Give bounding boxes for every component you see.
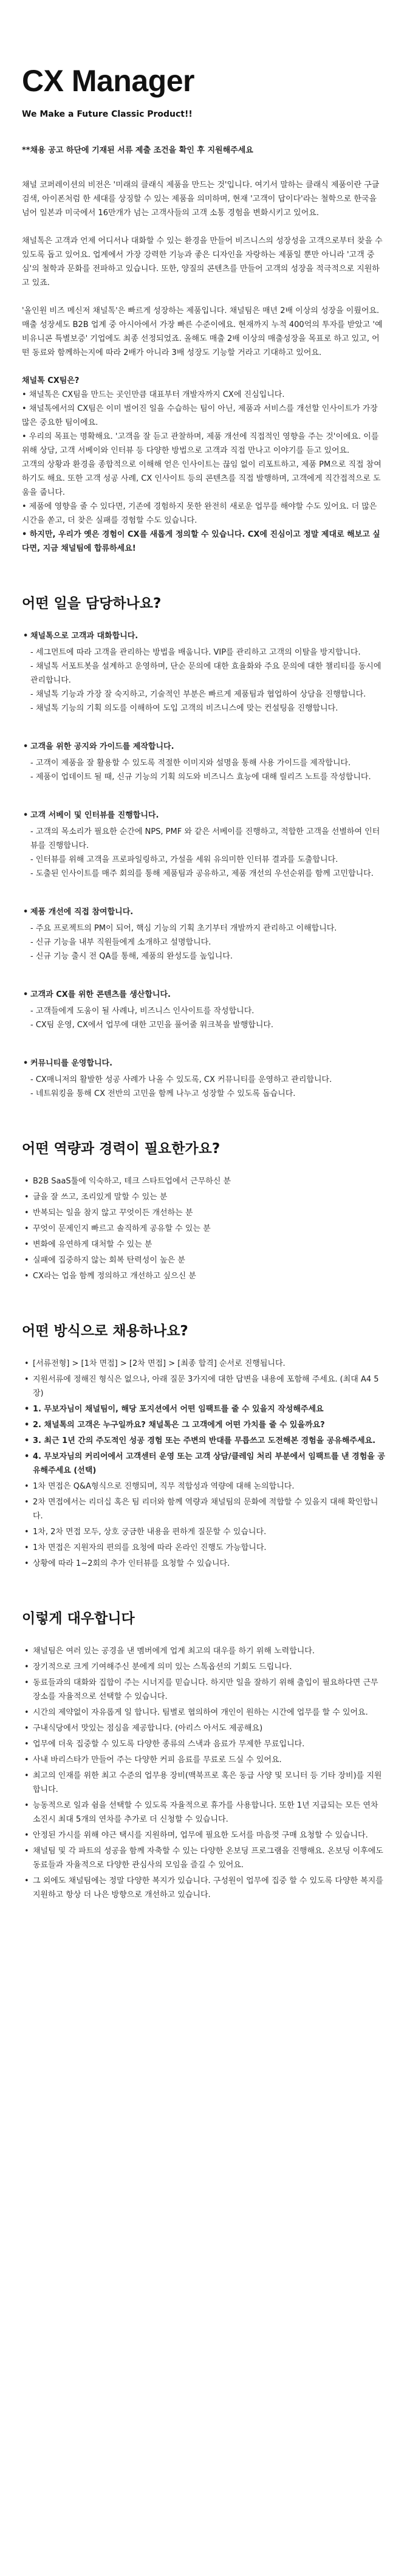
benefit-item: • 구내식당에서 맛있는 점심을 제공합니다. (아리스 아서도 제공해요) bbox=[22, 1721, 385, 1735]
role-item: - 신규 기능을 내부 직원들에게 소개하고 설명합니다. bbox=[30, 938, 211, 947]
process-item: • 상황에 따라 1~2회의 추가 인터뷰를 요청할 수 있습니다. bbox=[22, 1557, 385, 1571]
notice-text: **채용 공고 하단에 기재된 서류 제출 조건을 확인 후 지원해주세요 bbox=[22, 146, 253, 155]
requirement-item: • 반복되는 일을 참지 않고 꾸엇이든 개선하는 분 bbox=[22, 1206, 385, 1220]
role-item: - 채널톡 기능의 기획 의도를 이해하여 도입 고객의 비즈니스에 맞는 컨설팅을 진행합니다. bbox=[30, 704, 338, 713]
section-title-requirements: 어떤 역량과 경력이 필요한가요? bbox=[22, 1141, 221, 1157]
process-item: • 지원서류에 정해진 형식은 없으나, 아래 질문 3가지에 대한 답변을 내용에 포함해 주세요. (최대 A4 5 장) bbox=[22, 1372, 385, 1400]
role-group-heading: • 고객과 CX를 위한 콘텐츠를 생산합니다. bbox=[22, 988, 385, 1002]
section-title-role: 어떤 일을 담당하나요? bbox=[22, 596, 162, 611]
intro-paragraph: 채널 코퍼레이션의 비전은 '미래의 클래식 제품을 만드는 것'입니다. 여기서 말하는 클래식 제품이란 구글 검색, 아이폰처럼 한 세대를 상징할 수 있는 제품을 의미하며, 현재 '고객이 답이다'라는 철학으로 한국을 넘어 일본과 미국에서 16만개가 넘는 고객사들의 고객 소통 경험을 변화시키고 있어요. bbox=[22, 181, 380, 218]
role-group bbox=[22, 1056, 385, 1101]
benefit-item: • 능동적으로 일과 쉼을 선택할 수 있도록 자율적으로 휴가를 사용합니다. 또한 1년 지급되는 모든 연차 소진시 최대 5개의 연차를 추가로 더 신청할 수 있습니다. bbox=[22, 1799, 385, 1827]
intro-paragraph: 채널톡은 고객과 언제 어디서나 대화할 수 있는 환경을 만들어 비즈니스의 성장성을 고객으로부터 찾을 수 있도록 돕고 있어요. 업계에서 가장 강력한 기능과 좋은 디자인을 자랑하는 제품일 뿐만 아니라 '고객 중심'의 철학과 문화를 전파하고 있습니다. 또한, 양질의 콘텐츠를 만들어 고객의 성장을 적극적으로 지원하고 있죠. bbox=[22, 236, 383, 288]
benefit-item: • 안정된 가시를 위해 야근 택시를 지원하며, 업무에 필요한 도서를 마음껏 구매 요청할 수 있습니다. bbox=[22, 1828, 385, 1842]
process-question: • 1. 무보자님이 채널팀이, 해당 포지션에서 어떤 임팩트를 줄 수 있을지 작성해주세요 bbox=[22, 1402, 385, 1416]
requirement-item: • 실패에 집중하지 않는 회복 탄력성이 높은 분 bbox=[22, 1253, 385, 1267]
about-item: 고객의 상황과 환경을 종합적으로 이해해 얻은 인사이트는 끊임 없이 리포트하고, 제품 PM으로 직접 참여하기도 해요. 또한 고객 성공 사례, CX 인사이트 등의 콘텐츠를 직접 발행하며, 고객에게 직간접적으로 도움을 줍니다. bbox=[22, 460, 381, 497]
section-title-benefits: 이렇게 대우합니다 bbox=[22, 1611, 135, 1627]
role-item: - CX팀 운영, CX에서 업무에 대한 고민을 풀어줄 워크북을 발행합니다. bbox=[30, 1021, 274, 1030]
benefit-item: • 동료들과의 대화와 집합이 주는 시너지를 믿습니다. 하지만 일을 잘하기 위해 출입이 필요하다면 근무장소를 자율적으로 선택할 수 있습니다. bbox=[22, 1676, 385, 1704]
benefit-item: • 장기적으로 크게 기여해주신 분에게 의미 있는 스톡옵션의 기회도 드립니다. bbox=[22, 1660, 385, 1674]
role-item: - 고객들에게 도움이 될 사례나, 비즈니스 인사이트를 작성합니다. bbox=[30, 1007, 255, 1016]
role-group bbox=[22, 988, 385, 1032]
role-item: - 고객이 제품을 잘 활용할 수 있도록 적절한 이미지와 설명을 통해 사용 가이드를 제작합니다. bbox=[30, 759, 351, 768]
role-group-heading: • 커뮤니티를 운영합니다. bbox=[22, 1056, 385, 1070]
role-group-heading: • 제품 개선에 직접 참여합니다. bbox=[22, 905, 385, 919]
about-item: • 하지만, 우리가 옛은 경험이 CX를 새롭게 정의할 수 있습니다. CX에 진심이고 정말 제대로 해보고 싶다면, 지금 채널팀에 합류하세요! bbox=[22, 530, 380, 553]
role-item: - 도출된 인사이트를 매주 회의를 통해 제품팀과 공유하고, 제품 개선의 우선순위를 함께 고민합니다. bbox=[30, 869, 374, 878]
page-title: CX Manager bbox=[22, 64, 194, 98]
about-item: • 채널톡은 CX팀을 만드는 곳인만큼 대표부터 개발자까지 CX에 진심입니다. bbox=[22, 390, 285, 399]
requirement-item: • 변화에 유연하게 대처할 수 있는 분 bbox=[22, 1238, 385, 1252]
role-item: - 고객의 목소리가 필요한 순간에 NPS, PMF 와 같은 서베이를 진행하고, 적합한 고객을 선별하여 인터뷰를 진행합니다. bbox=[30, 827, 380, 850]
requirement-item: • CX라는 업을 함께 정의하고 개선하고 싶으신 분 bbox=[22, 1269, 385, 1283]
role-group-heading: • 채널톡으로 고객과 대화합니다. bbox=[22, 629, 385, 643]
role-item: - 세그먼트에 따라 고객을 관리하는 방법을 배웁니다. VIP를 관리하고 고객의 이탈을 방지합니다. bbox=[30, 648, 361, 657]
requirements-list bbox=[22, 1174, 385, 1283]
section-title-process: 어떤 방식으로 채용하나요? bbox=[22, 1323, 188, 1339]
requirement-item: • B2B SaaS툴에 익숙하고, 테크 스타트업에서 근무하신 분 bbox=[22, 1174, 385, 1188]
role-group bbox=[22, 629, 385, 715]
role-group bbox=[22, 740, 385, 784]
benefit-item: • 업무에 더욱 집중할 수 있도록 다양한 종류의 스낵과 음료가 무제한 무료입니다. bbox=[22, 1737, 385, 1751]
process-item: • [서류전형] > [1차 면접] > [2차 면접] > [최종 합격] 순서로 진행됩니다. bbox=[22, 1357, 385, 1371]
process-list bbox=[22, 1357, 385, 1571]
about-item: • 채널톡에서의 CX팀은 이미 벌어진 일을 수습하는 팀이 아닌, 제품과 서비스를 개선할 인사이트가 가장 많은 중요한 팀이에요. bbox=[22, 404, 378, 427]
role-group bbox=[22, 808, 385, 881]
process-question: • 4. 무보자님의 커리어에서 고객센터 운영 또는 고객 상담/클레임 처리 부분에서 임팩트를 낸 경험을 공유해주세요 (선택) bbox=[22, 1450, 385, 1478]
role-group-heading: • 고객 서베이 및 인터뷰를 진행합니다. bbox=[22, 808, 385, 822]
role-item: - 주요 프로젝트의 PM이 되어, 핵심 기능의 기획 초기부터 개발까지 관리하고 이해합니다. bbox=[30, 924, 337, 933]
role-item: - 채널톡 서포트봇을 설계하고 운영하며, 단순 문의에 대한 효율화와 주요 문의에 대한 챌리티를 동시에 관리합니다. bbox=[30, 662, 381, 685]
requirement-item: • 글을 잘 쓰고, 조리있게 말할 수 있는 분 bbox=[22, 1190, 385, 1204]
process-item: • 1차 면접은 지원자의 편의를 요청에 따라 온라인 진행도 가능합니다. bbox=[22, 1541, 385, 1555]
process-item: • 1차 면접은 Q&A형식으로 진행되며, 직무 적합성과 역량에 대해 논의합니다. bbox=[22, 1479, 385, 1493]
role-item: - 제품이 업데이트 될 때, 신규 기능의 기획 의도와 비즈니스 효능에 대해 릴리즈 노트를 작성합니다. bbox=[30, 773, 371, 782]
role-group bbox=[22, 905, 385, 963]
role-item: - 신규 기능 출시 전 QA를 통해, 제품의 완성도를 높입니다. bbox=[30, 952, 233, 961]
benefit-item: • 그 외에도 채널팀에는 정말 다양한 복지가 있습니다. 구성원이 업무에 집중 할 수 있도록 다양한 복지를 지원하고 항상 더 나은 방향으로 개선하고 있습니다. bbox=[22, 1874, 385, 1902]
role-item: - CX매니저의 활발한 성공 사례가 나올 수 있도록, CX 커뮤니티를 운영하고 관리합니다. bbox=[30, 1075, 332, 1084]
process-item: • 2차 면접에서는 리더십 혹은 팀 리더와 함께 역량과 채널팀의 문화에 적합할 수 있을지 대해 확인합니다. bbox=[22, 1495, 385, 1523]
about-item: • 우리의 목표는 명확해요. '고객을 잘 듣고 관찰하며, 제품 개선에 직접적인 영향을 주는 것'이에요. 이를 위해 상담, 고객 서베이와 인터뷰 등 다양한 방법으로 고객과 직접 만나고 이야기를 듣고 있어요. bbox=[22, 432, 379, 455]
process-item: • 1차, 2차 면접 모두, 상호 궁금한 내용을 편하게 질문할 수 있습니다. bbox=[22, 1525, 385, 1539]
about-item: • 제품에 영향을 줄 수 있다면, 기존에 경험하지 못한 완전히 새로운 업무를 해야할 수도 있어요. 더 많은 시간을 쏟고, 더 찾은 실패를 경험할 수도 있습니다. bbox=[22, 502, 377, 525]
process-question: • 2. 채널톡의 고객은 누구일까요? 채널톡은 그 고객에게 어떤 가치를 줄 수 있을까요? bbox=[22, 1418, 385, 1432]
role-group-heading: • 고객을 위한 공지와 가이드를 제작합니다. bbox=[22, 740, 385, 754]
intro-paragraph: '올인원 비즈 메신저 채널톡'은 빠르게 성장하는 제품입니다. 채널팀은 매년 2배 이상의 성장을 이뤘어요. 매출 성장세도 B2B 업계 중 아시아에서 가장 빠른 수준이에요. 현재까지 누적 400억의 투자를 받았고 '예비유니콘 특별보증' 기업에도 최종 선정되었죠. 올해도 매출 2배 이상의 매출성장을 목표로 하고 있고, 어떤 동료와 함께하는지에 따라 2배가 아니라 3배 성장도 기능할 거라고 기대하고 있어요. bbox=[22, 306, 383, 357]
role-item: - 네트워킹을 통해 CX 전반의 고민을 함께 나누고 성장할 수 있도록 돕습니다. bbox=[30, 1089, 296, 1098]
role-item: - 채널톡 기능과 가장 잘 숙지하고, 기술적인 부분은 빠르게 제품팀과 협업하여 상담을 진행합니다. bbox=[30, 690, 366, 699]
about-list bbox=[22, 388, 385, 556]
benefit-item: • 시간의 제약없이 자유롭게 일 합니다. 팀별로 협의하여 개인이 원하는 시간에 업무를 할 수 있어요. bbox=[22, 1706, 385, 1720]
role-item: - 인터뷰를 위해 고객을 프로파일링하고, 가설을 세워 유의미한 인터뷰 결과를 도출합니다. bbox=[30, 855, 338, 864]
requirement-item: • 꾸엇이 문제인지 빠르고 솔직하게 공유할 수 있는 분 bbox=[22, 1222, 385, 1236]
page-subtitle: We Make a Future Classic Product!! bbox=[22, 109, 193, 119]
benefit-item: • 채널팀 및 각 파트의 성공을 함께 자축할 수 있는 다양한 온보딩 프로그램을 진행해요. 온보딩 이후에도 동료들과 자율적으로 다양한 관심사의 모임을 즐길 수 있어요. bbox=[22, 1844, 385, 1872]
benefit-item: • 사내 바리스타가 만들어 주는 다양한 커피 음료를 무료로 드실 수 있어요. bbox=[22, 1753, 385, 1767]
benefit-item: • 최고의 인재를 위한 최고 수준의 업무용 장비(맥북프로 혹은 동급 사양 및 모니터 등 기타 장비)를 지원합니다. bbox=[22, 1769, 385, 1797]
benefits-list bbox=[22, 1644, 385, 1902]
benefit-item: • 채널팀은 여러 있는 공경을 낸 멤버에게 업계 최고의 대우를 하기 위해 노력합니다. bbox=[22, 1644, 385, 1658]
process-question: • 3. 최근 1년 간의 주도적인 성공 경험 또는 주변의 반대를 무릅쓰고 도전해본 경험을 공유해주세요. bbox=[22, 1434, 385, 1448]
about-heading: 채널톡 CX팀은? bbox=[22, 376, 80, 385]
